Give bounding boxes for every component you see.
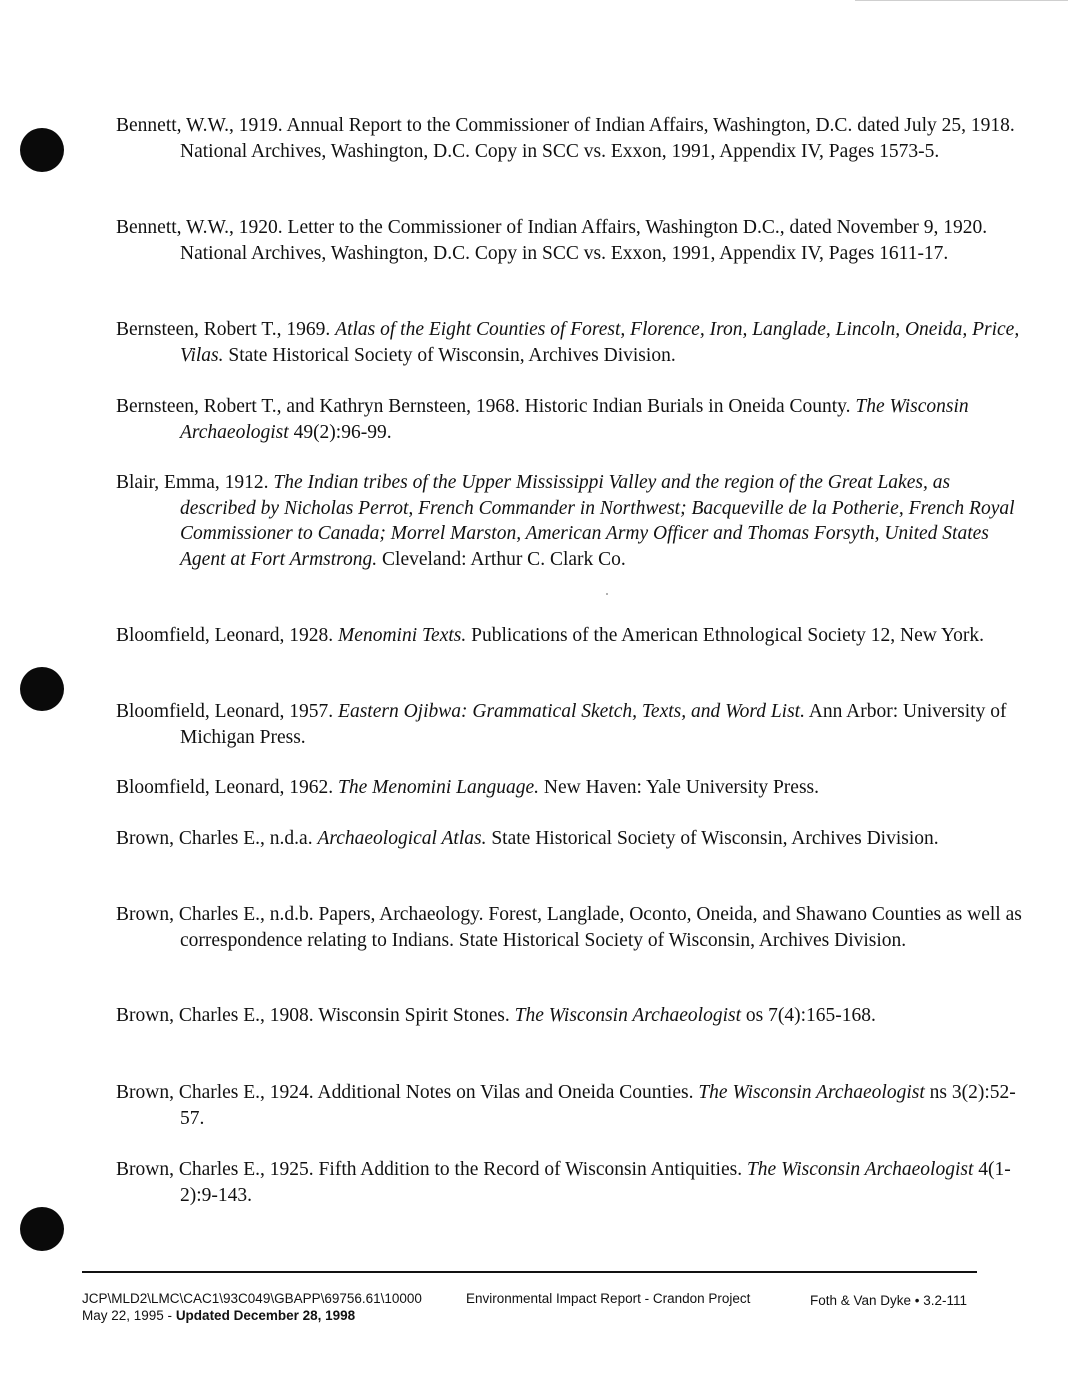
- reference-entry: [116, 1080, 1024, 1131]
- reference-title: The Wisconsin Archaeologist: [180, 396, 969, 443]
- footer-page-number: Foth & Van Dyke • 3.2-111: [810, 1293, 968, 1308]
- footer-rule: [82, 1271, 977, 1273]
- reference-entry: [116, 699, 1024, 750]
- reference-source: os 7(4):165-168.: [741, 1005, 876, 1026]
- footer-file-path: JCP\MLD2\LMC\CAC1\93C049\GBAPP\69756.61\10000: [82, 1291, 422, 1306]
- reference-entry: [116, 623, 1024, 649]
- reference-entry: [116, 826, 1024, 852]
- reference-source: Cleveland: Arthur C. Clark Co.: [377, 548, 626, 570]
- reference-source: Publications of the American Ethnological Society 12, New York.: [466, 625, 985, 646]
- reference-title: The Wisconsin Archaeologist: [698, 1082, 925, 1103]
- reference-source: State Historical Society of Wisconsin, Archives Division.: [486, 828, 939, 849]
- reference-author: Bloomfield, Leonard, 1957.: [116, 701, 339, 722]
- reference-entry: [116, 1157, 1024, 1208]
- punch-hole: [20, 128, 64, 172]
- punch-hole: [20, 667, 64, 711]
- reference-title: Menomini Texts.: [338, 625, 467, 646]
- footer-left: [82, 1290, 422, 1324]
- reference-source: New Haven: Yale University Press.: [539, 777, 820, 798]
- footer-date-original: May 22, 1995 -: [82, 1308, 176, 1323]
- reference-entry: [116, 394, 1024, 445]
- reference-entry: [116, 113, 1024, 164]
- reference-author: Bloomfield, Leonard, 1928.: [116, 625, 339, 646]
- reference-text: Bennett, W.W., 1920. Letter to the Commissioner of Indian Affairs, Washington D.C., dated November 9, 1920. National Archives, Washington, D.C. Copy in SCC vs. Exxon, 1991, Appendix IV, Pages 1611-17.: [116, 217, 988, 264]
- reference-entry: [116, 902, 1024, 953]
- reference-text: Brown, Charles E., n.d.b. Papers, Archaeology. Forest, Langlade, Oconto, Oneida, and Shawano Counties as well as correspondence relating to Indians. State Historical Society of Wisconsin, Archives Division.: [116, 904, 1022, 951]
- footer-report-title: Environmental Impact Report - Crandon Project: [466, 1291, 751, 1306]
- reference-title: Eastern Ojibwa: Grammatical Sketch, Texts, and Word List.: [338, 701, 805, 722]
- reference-entry: [116, 317, 1024, 368]
- reference-title: The Wisconsin Archaeologist: [514, 1005, 742, 1026]
- reference-author: Bernsteen, Robert T., and Kathryn Bernsteen, 1968. Historic Indian Burials in Oneida County.: [116, 396, 856, 417]
- reference-author: Bernsteen, Robert T., 1969.: [116, 319, 336, 340]
- reference-source: State Historical Society of Wisconsin, Archives Division.: [223, 344, 676, 366]
- reference-title: The Indian tribes of the Upper Mississippi Valley and the region of the Great Lakes, as described by Nicholas Perrot, French Commander in Northwest; Bacqueville de la Potherie, French Royal Commissioner to Canada; Morrel Marston, American Army Officer and Thomas Forsyth, United States Agent at Fort Armstrong.: [180, 472, 1015, 570]
- reference-entry: [116, 775, 1024, 801]
- reference-author: Brown, Charles E., n.d.a.: [116, 828, 318, 849]
- footer-date: [82, 1307, 422, 1324]
- reference-author: Brown, Charles E., 1924. Additional Notes on Vilas and Oneida Counties.: [116, 1082, 699, 1103]
- reference-source: 49(2):96-99.: [288, 421, 392, 443]
- reference-title: Archaeological Atlas.: [317, 828, 487, 849]
- reference-title: The Wisconsin Archaeologist: [746, 1159, 974, 1180]
- reference-entry: [116, 1003, 1024, 1029]
- reference-title: The Menomini Language.: [338, 777, 539, 798]
- reference-author: Brown, Charles E., 1908. Wisconsin Spirit Stones.: [116, 1005, 515, 1026]
- reference-source: ns 3(2):52-57.: [180, 1082, 1016, 1129]
- reference-author: Brown, Charles E., 1925. Fifth Addition to the Record of Wisconsin Antiquities.: [116, 1159, 747, 1180]
- reference-text: Bennett, W.W., 1919. Annual Report to the Commissioner of Indian Affairs, Washington, D.C. dated July 25, 1918. National Archives, Washington, D.C. Copy in SCC vs. Exxon, 1991, Appendix IV, Pages 1573-5.: [116, 115, 1015, 162]
- footer-date-updated: Updated December 28, 1998: [175, 1308, 356, 1323]
- reference-author: Bloomfield, Leonard, 1962.: [116, 777, 339, 798]
- reference-entry: [116, 470, 1024, 572]
- reference-title: Atlas of the Eight Counties of Forest, Florence, Iron, Langlade, Lincoln, Oneida, Price, Vilas.: [180, 319, 1020, 366]
- reference-source: Ann Arbor: University of Michigan Press.: [180, 701, 1007, 748]
- reference-entry: [116, 215, 1024, 266]
- reference-author: Blair, Emma, 1912.: [116, 472, 274, 493]
- reference-source: 4(1-2):9-143.: [180, 1159, 1011, 1206]
- scan-speck: [606, 593, 608, 595]
- punch-hole: [20, 1207, 64, 1251]
- top-edge-line: [855, 0, 1068, 1]
